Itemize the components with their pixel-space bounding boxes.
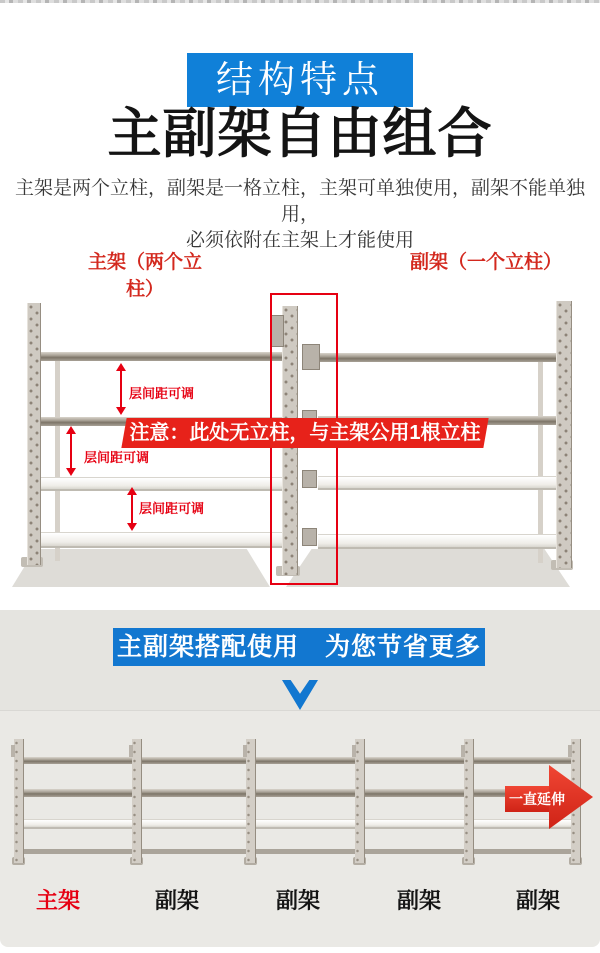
- rack-label-sub: 副架: [154, 888, 199, 913]
- combo-section: [0, 610, 600, 947]
- main-heading: 主副架自由组合: [107, 104, 493, 164]
- description-line-2: 必须依附在主架上才能使用: [185, 230, 414, 251]
- rack-post: [355, 739, 365, 863]
- shelf-panel: [318, 476, 560, 490]
- sub-frame-right-post: [556, 301, 572, 568]
- shelf-panel: [318, 534, 560, 549]
- rack-post: [246, 739, 256, 863]
- extend-arrow-icon: [505, 765, 593, 829]
- rack-post: [132, 739, 142, 863]
- spacing-label: 层间距可调: [139, 501, 205, 516]
- notice-banner-text: 注意：此处无立柱，与主架公用1根立柱: [129, 422, 481, 444]
- spacing-label: 层间距可调: [129, 386, 195, 401]
- shelf-panel: [36, 477, 283, 491]
- shelf-back-post: [538, 356, 543, 563]
- floor-shadow: [12, 549, 270, 587]
- rack-post: [14, 739, 24, 863]
- rack-post: [464, 739, 474, 863]
- rack-beam: [18, 849, 578, 854]
- rack-beam: [18, 789, 578, 797]
- combo-banner: 主副架搭配使用 为您节省更多: [113, 628, 485, 666]
- rack-beam: [18, 757, 578, 764]
- main-frame-label: 主架（两个立柱）: [87, 252, 202, 300]
- main-frame-left-post: [27, 303, 41, 565]
- shelf-panel: [36, 532, 283, 548]
- rack-label-sub: 副架: [396, 888, 441, 913]
- description-line-1: 主架是两个立柱，副架是一格立柱，主架可单独使用，副架不能单独用，: [14, 178, 585, 225]
- extend-arrow-label: 一直延伸: [509, 791, 565, 807]
- rack-shelf: [18, 819, 578, 829]
- rack-label-sub: 副架: [515, 888, 560, 913]
- shelf-back-post: [55, 356, 60, 561]
- section-title-banner: 结构特点: [187, 53, 413, 107]
- shelf-beam: [318, 353, 560, 362]
- spacing-label: 层间距可调: [84, 450, 150, 465]
- rack-label-main: 主架: [35, 888, 80, 913]
- shelf-beam: [36, 352, 283, 361]
- sub-frame-label: 副架（一个立柱）: [410, 252, 563, 273]
- notice-banner: [121, 418, 488, 448]
- rack-label-sub: 副架: [275, 888, 320, 913]
